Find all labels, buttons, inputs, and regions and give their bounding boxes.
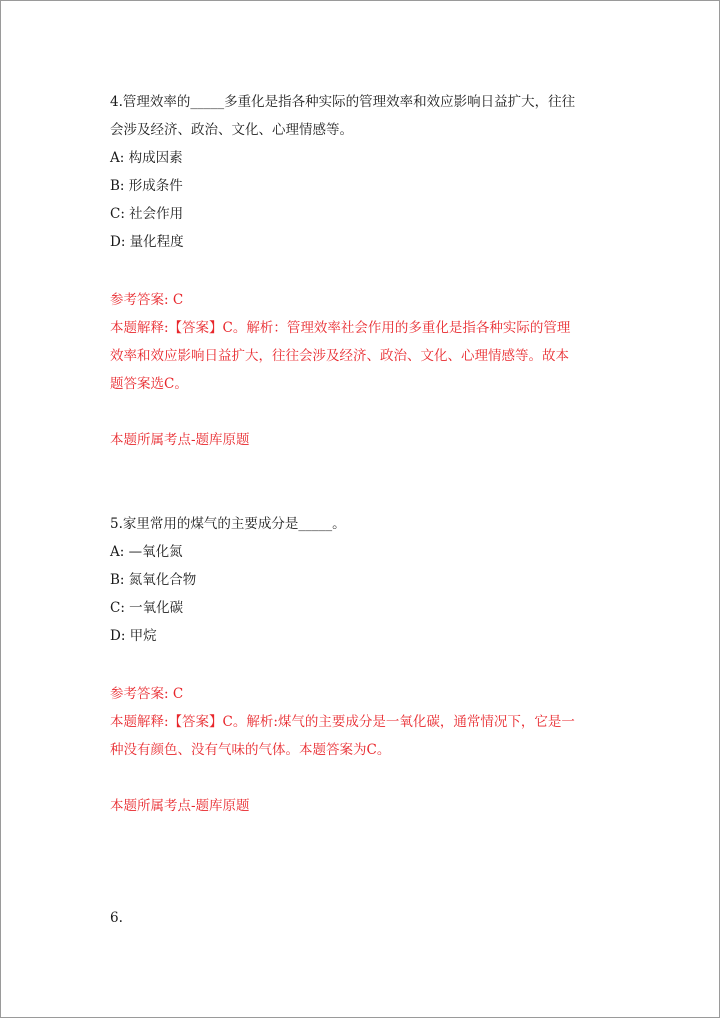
option-d: D: 量化程度 xyxy=(110,234,184,250)
next-question-number: 6. xyxy=(110,910,123,926)
reference-answer: 参考答案: C xyxy=(110,686,184,702)
option-a: A: 构成因素 xyxy=(110,150,183,166)
option-c: C: 一氧化碳 xyxy=(110,600,184,616)
option-d: D: 甲烷 xyxy=(110,628,157,644)
reference-answer: 参考答案: C xyxy=(110,292,184,308)
document-page xyxy=(110,88,620,932)
option-a: A: —氧化氮 xyxy=(110,544,183,560)
source-note: 本题所属考点-题库原题 xyxy=(110,432,250,448)
question-5 xyxy=(110,510,620,820)
option-b: B: 形成条件 xyxy=(110,178,183,194)
option-b: B: 氮氧化合物 xyxy=(110,572,197,588)
question-stem-line: 4.管理效率的_____多重化是指各种实际的管理效率和效应影响日益扩大，往往 xyxy=(110,94,576,110)
explanation-line: 题答案选C。 xyxy=(110,376,188,392)
option-c: C: 社会作用 xyxy=(110,206,184,222)
explanation-line: 效率和效应影响日益扩大，往往会涉及经济、政治、文化、心理情感等。故本 xyxy=(110,348,569,364)
explanation-line: 本题解释:【答案】C。解析：管理效率社会作用的多重化是指各种实际的管理 xyxy=(110,320,571,336)
explanation-line: 本题解释:【答案】C。解析:煤气的主要成分是一氧化碳，通常情况下，它是一 xyxy=(110,714,575,730)
question-stem-line: 会涉及经济、政治、文化、心理情感等。 xyxy=(110,122,353,138)
question-stem-line: 5.家里常用的煤气的主要成分是_____。 xyxy=(110,516,346,532)
source-note: 本题所属考点-题库原题 xyxy=(110,798,250,814)
explanation-line: 种没有颜色、没有气味的气体。本题答案为C。 xyxy=(110,742,391,758)
question-4 xyxy=(110,88,620,454)
